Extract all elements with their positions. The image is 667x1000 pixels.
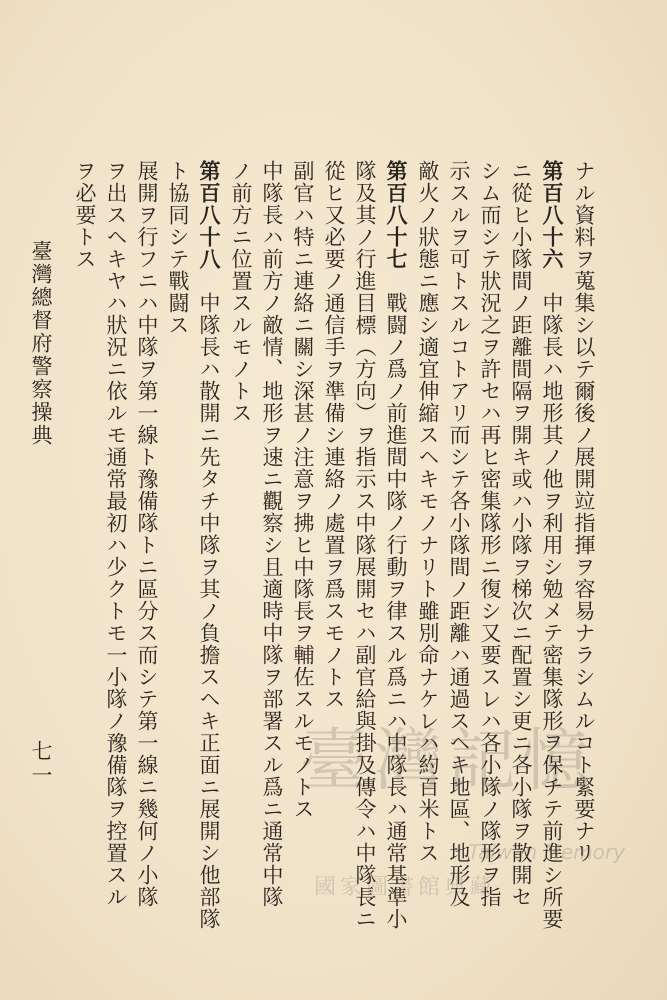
library-watermark — [300, 722, 640, 900]
column-text: ト協同シテ戰闘ス — [166, 160, 190, 336]
column-text: 示スルヲ可トスルコトアリ而シテ各小隊間ノ距離ハ通過スヘキ地區、地形及 — [447, 160, 471, 908]
column-text: ニ從ヒ小隊間ノ距離間隔ヲ開キ或ハ小隊ヲ梯次ニ配置シ更ニ各小隊ヲ散開セ — [509, 160, 533, 908]
text-column — [193, 160, 225, 930]
page-number: 七一 — [29, 740, 53, 788]
running-header: 臺灣總督府警察操典 — [29, 240, 53, 447]
text-column — [162, 160, 193, 920]
column-text: 中隊長ハ前方ノ敵情、地形ヲ速ニ觀察シ且適時中隊ヲ部署スル爲ニ通常中隊 — [260, 160, 284, 908]
text-column — [225, 160, 256, 920]
column-text: シム而シテ狀況之ヲ許セハ再ヒ密集隊形ニ復シ又要スレハ各小隊ノ隊形ヲ指 — [478, 160, 502, 908]
column-text: ヲ出スヘキヤハ狀況ニ依ルモ通常最初ハ少クトモ一小隊ノ豫備隊ヲ控置スル — [104, 160, 128, 908]
column-text: 隊及其ノ行進目標（方向）ヲ指示ス中隊展開セハ副官給與掛及傳令ハ中隊長ニ — [353, 160, 377, 930]
text-column — [256, 160, 287, 920]
column-text: 敵火ノ狀態ニ應シ適宜伸縮スヘキモノナリト雖別命ナケレハ約百米トス — [416, 160, 440, 864]
article-number: 第百八十六 — [540, 160, 565, 270]
article-number: 第百八十八 — [197, 160, 222, 270]
column-text: ヲ必要トス — [73, 160, 97, 270]
column-text: 從ヒ又必要ノ通信手ヲ準備シ連絡ノ處置ヲ爲スモノトス — [322, 160, 346, 710]
text-column — [131, 160, 162, 920]
column-text: ノ前方ニ位置スルモノトス — [229, 160, 253, 424]
column-text: 中隊長ハ散開ニ先タチ中隊ヲ其ノ負擔スヘキ正面ニ展開シ他部隊 — [197, 270, 221, 930]
column-text: 中隊長ハ地形其ノ他ヲ利用シ勉メテ密集隊形ヲ保チテ前進シ所要 — [540, 270, 564, 930]
watermark-logo: 臺灣記憶 — [300, 722, 597, 801]
column-text: ナル資料ヲ蒐集シ以テ爾後ノ展開竝指揮ヲ容易ナラシムルコト緊要ナリ — [572, 160, 596, 864]
watermark-english: Taiwan Memory — [468, 840, 625, 864]
column-text: 副官ハ特ニ連絡ニ關シ深甚ノ注意ヲ拂ヒ中隊長ヲ輔佐スルモノトス — [291, 160, 315, 820]
column-text: 展開ヲ行フニハ中隊ヲ第一線ト豫備隊トニ區分ス而シテ第一線ニ幾何ノ小隊 — [135, 160, 159, 908]
text-column — [100, 160, 131, 920]
column-text: 戰闘ノ爲ノ前進間中隊ノ行動ヲ律スル爲ニハ中隊長ハ通常基準小 — [384, 270, 408, 930]
article-number: 第百八十七 — [384, 160, 409, 270]
text-column — [69, 160, 100, 920]
watermark-chinese: 國家圖書館典藏 — [314, 875, 497, 900]
